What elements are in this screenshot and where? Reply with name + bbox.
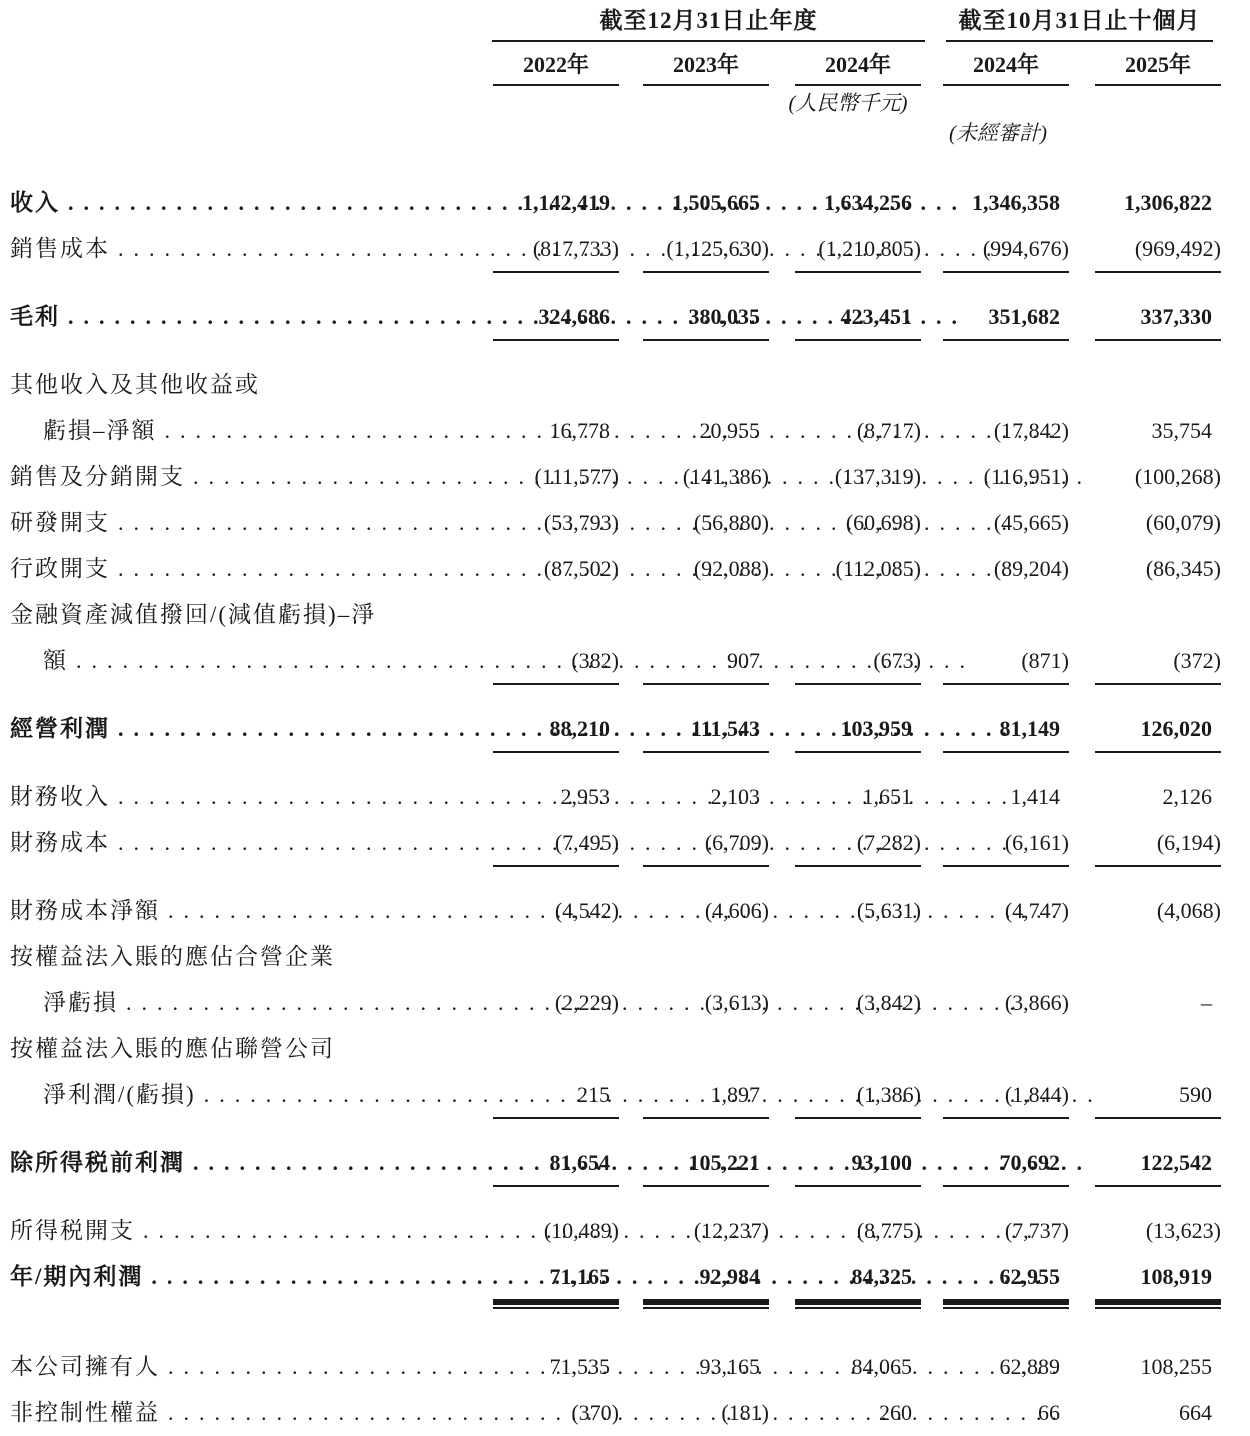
row-label: 其他收入及其他收益或 [10, 372, 260, 397]
row-label: 按權益法入賬的應佔合營企業 [10, 944, 335, 969]
value-cell [927, 1263, 1075, 1305]
value-number: (2,229) [554, 990, 619, 1015]
value-number: 103,959 [795, 715, 921, 753]
value-number: 71,165 [493, 1263, 619, 1305]
value-cell [927, 647, 1075, 685]
row-label-text: 經營利潤 [10, 716, 110, 741]
value-number: (871) [943, 647, 1069, 685]
value-cell [1075, 989, 1227, 1017]
value-number: – [1201, 990, 1212, 1015]
value-cell [927, 783, 1075, 811]
value-cell [775, 1353, 927, 1381]
table-row [10, 820, 1227, 876]
value-number: 66 [1038, 1400, 1060, 1425]
table-row [10, 408, 1227, 454]
value-cell [1075, 1263, 1227, 1305]
value-number: (969,492) [1095, 235, 1221, 273]
value-cell [775, 989, 927, 1017]
row-label-text: 行政開支 [10, 556, 110, 581]
value-number: (6,161) [943, 829, 1069, 867]
value-number: 108,919 [1095, 1263, 1221, 1305]
table-row [10, 226, 1227, 282]
value-cell [485, 1081, 625, 1119]
table-row [10, 362, 1227, 408]
value-cell [485, 189, 625, 217]
value-number: 108,255 [1140, 1354, 1212, 1379]
row-label [10, 417, 485, 445]
value-cell [485, 555, 625, 583]
row-label-text: 銷售及分銷開支 [10, 464, 185, 489]
value-number: (111,577) [534, 464, 619, 489]
value-cell [775, 1217, 927, 1245]
value-number: (7,282) [795, 829, 921, 867]
value-cell [927, 1149, 1075, 1187]
value-cell [927, 1399, 1075, 1427]
value-cell [775, 235, 927, 273]
value-number: 664 [1179, 1400, 1212, 1425]
value-cell [927, 189, 1075, 217]
value-number: 105,221 [643, 1149, 769, 1187]
value-cell [625, 1149, 775, 1187]
value-cell [927, 1353, 1075, 1381]
header-group-year-ended: 截至12月31日止年度 [492, 6, 925, 42]
row-label-text: 銷售成本 [10, 236, 110, 261]
value-cell [485, 829, 625, 867]
value-number: (45,665) [993, 510, 1069, 535]
value-number: (1,844) [943, 1081, 1069, 1119]
value-cell [625, 783, 775, 811]
row-label-text: 年/期內利潤 [10, 1264, 144, 1289]
value-number: 215 [493, 1081, 619, 1119]
row-label [10, 555, 485, 583]
value-number: (141,386) [682, 464, 769, 489]
value-cell [485, 303, 625, 341]
value-number: (6,709) [643, 829, 769, 867]
value-number: 93,165 [699, 1354, 760, 1379]
value-number: (1,125,630) [643, 235, 769, 273]
value-number: 1,505,665 [672, 190, 760, 215]
value-number: (60,698) [845, 510, 921, 535]
table-row [10, 592, 1227, 638]
row-label-text: 收入 [10, 190, 60, 215]
value-cell [775, 715, 927, 753]
value-cell [625, 1263, 775, 1305]
column-header-2025: 2025年 [1095, 51, 1221, 86]
value-number: (4,606) [704, 898, 769, 923]
value-cell [625, 303, 775, 341]
column-header-2022: 2022年 [493, 51, 619, 86]
value-cell [1075, 555, 1227, 583]
row-label-text: 淨利潤/(虧損) [43, 1082, 196, 1107]
value-number: (372) [1095, 647, 1221, 685]
row-label [10, 989, 485, 1017]
row-label [10, 647, 485, 675]
value-number: (8,775) [856, 1218, 921, 1243]
value-cell [775, 1263, 927, 1305]
column-header-2024: 2024年 [795, 51, 921, 86]
value-number: 380,035 [643, 303, 769, 341]
value-cell [485, 897, 625, 925]
table-body [10, 180, 1227, 1436]
value-cell [625, 1353, 775, 1381]
value-number: (100,268) [1134, 464, 1221, 489]
value-number: 81,654 [493, 1149, 619, 1187]
value-cell [1075, 235, 1227, 273]
value-cell [1075, 783, 1227, 811]
value-number: 324,686 [493, 303, 619, 341]
row-label [10, 1263, 485, 1291]
table-row [10, 888, 1227, 934]
value-cell [1075, 303, 1227, 341]
header-note-row-unaudited [10, 120, 1227, 146]
value-number: 35,754 [1151, 418, 1212, 443]
value-number: 20,955 [699, 418, 760, 443]
value-cell [927, 463, 1075, 491]
value-number: (3,842) [856, 990, 921, 1015]
value-cell [625, 463, 775, 491]
value-cell [625, 1399, 775, 1427]
table-row [10, 706, 1227, 762]
row-label [10, 509, 485, 537]
unaudited-note: (未經審計) [949, 121, 1047, 145]
value-number: 71,535 [549, 1354, 610, 1379]
value-cell [625, 1081, 775, 1119]
value-number: (87,502) [543, 556, 619, 581]
row-label [10, 1217, 485, 1245]
value-number: 2,126 [1162, 784, 1212, 809]
value-cell [775, 897, 927, 925]
value-cell [1075, 1149, 1227, 1187]
value-cell [625, 715, 775, 753]
value-cell [485, 647, 625, 685]
table-row [10, 1026, 1227, 1072]
value-cell [625, 647, 775, 685]
value-cell [1075, 715, 1227, 753]
table-header-groups [10, 6, 1227, 42]
value-number: (116,951) [983, 464, 1069, 489]
column-header-2024-ten-months: 2024年 [943, 51, 1069, 86]
value-cell [775, 555, 927, 583]
value-number: 1,634,256 [824, 190, 912, 215]
value-number: (112,085) [835, 556, 921, 581]
value-number: (8,717) [856, 418, 921, 443]
value-number: (56,880) [693, 510, 769, 535]
value-cell [1075, 897, 1227, 925]
value-number: (6,194) [1095, 829, 1221, 867]
value-number: 111,543 [643, 715, 769, 753]
value-number: 1,651 [862, 784, 912, 809]
value-cell [775, 417, 927, 445]
table-row [10, 1140, 1227, 1196]
value-cell [485, 235, 625, 273]
column-header-2023: 2023年 [643, 51, 769, 86]
table-row [10, 500, 1227, 546]
value-number: (89,204) [993, 556, 1069, 581]
table-row [10, 638, 1227, 694]
value-number: (181) [721, 1400, 769, 1425]
row-label [10, 235, 485, 263]
row-label [10, 1353, 485, 1381]
row-label [10, 303, 485, 331]
row-label: 金融資產減值撥回/(減值虧損)–淨 [10, 602, 377, 627]
value-number: 81,149 [943, 715, 1069, 753]
value-cell [625, 897, 775, 925]
row-label-text: 虧損–淨額 [43, 418, 157, 443]
value-number: 907 [643, 647, 769, 685]
value-cell [775, 303, 927, 341]
row-label [10, 829, 485, 857]
value-cell [775, 1399, 927, 1427]
table-row [10, 454, 1227, 500]
value-cell [1075, 1353, 1227, 1381]
value-cell [625, 829, 775, 867]
table-row [10, 1390, 1227, 1436]
value-number: 1,142,419 [522, 190, 610, 215]
value-number: (12,237) [693, 1218, 769, 1243]
value-cell [1075, 1081, 1227, 1119]
value-cell [775, 783, 927, 811]
row-label-text: 財務收入 [10, 784, 110, 809]
value-number: (10,489) [543, 1218, 619, 1243]
value-cell [625, 555, 775, 583]
value-number: 337,330 [1095, 303, 1221, 341]
value-number: (86,345) [1145, 556, 1221, 581]
value-cell [775, 1149, 927, 1187]
value-cell [1075, 1217, 1227, 1245]
value-number: (382) [493, 647, 619, 685]
value-cell [1075, 463, 1227, 491]
value-cell [625, 989, 775, 1017]
value-cell [485, 463, 625, 491]
value-number: (817,733) [493, 235, 619, 273]
value-cell [485, 1399, 625, 1427]
value-number: (5,631) [856, 898, 921, 923]
value-number: 126,020 [1095, 715, 1221, 753]
table-row [10, 1072, 1227, 1128]
value-cell [625, 417, 775, 445]
table-header-years [10, 51, 1227, 86]
row-label [10, 1081, 485, 1109]
row-label [10, 715, 485, 743]
table-row [10, 934, 1227, 980]
value-number: (3,613) [704, 990, 769, 1015]
value-number: (92,088) [693, 556, 769, 581]
row-label-text: 所得税開支 [10, 1218, 135, 1243]
value-cell [775, 509, 927, 537]
value-number: (370) [571, 1400, 619, 1425]
value-number: (7,737) [1004, 1218, 1069, 1243]
row-label-text: 額 [43, 648, 68, 673]
value-number: (60,079) [1145, 510, 1221, 535]
value-cell [1075, 509, 1227, 537]
value-number: (994,676) [943, 235, 1069, 273]
value-cell [485, 989, 625, 1017]
value-number: 62,955 [943, 1263, 1069, 1305]
value-number: 260 [879, 1400, 912, 1425]
value-cell [927, 417, 1075, 445]
value-number: 1,414 [1010, 784, 1060, 809]
value-number: 93,100 [795, 1149, 921, 1187]
value-cell [775, 829, 927, 867]
value-cell [485, 1149, 625, 1187]
value-cell [485, 783, 625, 811]
table-row [10, 294, 1227, 350]
value-number: (4,068) [1156, 898, 1221, 923]
value-cell [927, 829, 1075, 867]
row-label [10, 463, 485, 491]
row-label-text: 毛利 [10, 304, 60, 329]
value-number: 2,953 [560, 784, 610, 809]
table-row [10, 774, 1227, 820]
table-row [10, 1254, 1227, 1314]
row-label-text: 淨虧損 [43, 990, 118, 1015]
value-cell [927, 555, 1075, 583]
value-number: 122,542 [1095, 1149, 1221, 1187]
value-cell [775, 1081, 927, 1119]
value-cell [1075, 417, 1227, 445]
value-number: (4,542) [554, 898, 619, 923]
row-label [10, 1149, 485, 1177]
value-cell [775, 189, 927, 217]
value-number: (3,866) [1004, 990, 1069, 1015]
header-note-row-currency [10, 90, 1227, 116]
value-cell [1075, 189, 1227, 217]
value-number: 88,210 [493, 715, 619, 753]
value-number: 351,682 [943, 303, 1069, 341]
row-label [10, 783, 485, 811]
value-cell [485, 1263, 625, 1305]
value-number: 1,306,822 [1124, 190, 1212, 215]
value-number: (7,495) [493, 829, 619, 867]
row-label-text: 除所得税前利潤 [10, 1150, 185, 1175]
value-cell [1075, 647, 1227, 685]
value-cell [485, 715, 625, 753]
value-cell [625, 509, 775, 537]
value-cell [625, 189, 775, 217]
row-label-text: 財務成本淨額 [10, 898, 160, 923]
table-row [10, 980, 1227, 1026]
value-cell [485, 1217, 625, 1245]
value-number: (13,623) [1145, 1218, 1221, 1243]
table-row [10, 546, 1227, 592]
value-number: (1,210,805) [795, 235, 921, 273]
value-cell [927, 235, 1075, 273]
row-label: 按權益法入賬的應佔聯營公司 [10, 1036, 335, 1061]
row-label [10, 897, 485, 925]
row-label-text: 非控制性權益 [10, 1400, 160, 1425]
value-number: 70,692 [943, 1149, 1069, 1187]
value-number: 1,897 [643, 1081, 769, 1119]
value-cell [927, 715, 1075, 753]
value-cell [927, 303, 1075, 341]
value-number: 2,103 [710, 784, 760, 809]
value-cell [625, 1217, 775, 1245]
value-number: 62,889 [999, 1354, 1060, 1379]
value-number: 16,778 [549, 418, 610, 443]
currency-note: (人民幣千元) [788, 91, 908, 115]
value-number: (1,386) [795, 1081, 921, 1119]
value-number: 1,346,358 [972, 190, 1060, 215]
value-cell [485, 1353, 625, 1381]
value-number: 423,451 [795, 303, 921, 341]
value-number: (53,793) [543, 510, 619, 535]
value-number: 84,325 [795, 1263, 921, 1305]
value-cell [775, 463, 927, 491]
value-number: (17,842) [993, 418, 1069, 443]
row-label-text: 本公司擁有人 [10, 1354, 160, 1379]
row-label-text: 研發開支 [10, 510, 110, 535]
table-row [10, 1208, 1227, 1254]
value-cell [927, 1081, 1075, 1119]
row-label-text: 財務成本 [10, 830, 110, 855]
table-row [10, 1344, 1227, 1390]
table-row [10, 180, 1227, 226]
value-number: 92,984 [643, 1263, 769, 1305]
value-cell [485, 509, 625, 537]
value-number: (673) [795, 647, 921, 685]
row-label [10, 189, 485, 217]
value-cell [625, 235, 775, 273]
value-cell [927, 509, 1075, 537]
header-group-ten-months: 截至10月31日止十個月 [946, 6, 1213, 42]
value-cell [927, 1217, 1075, 1245]
value-number: (137,319) [834, 464, 921, 489]
row-label [10, 1399, 485, 1427]
value-cell [775, 647, 927, 685]
value-cell [1075, 1399, 1227, 1427]
value-number: 84,065 [851, 1354, 912, 1379]
value-cell [927, 989, 1075, 1017]
value-number: 590 [1095, 1081, 1221, 1119]
value-number: (4,747) [1004, 898, 1069, 923]
value-cell [485, 417, 625, 445]
value-cell [1075, 829, 1227, 867]
value-cell [927, 897, 1075, 925]
